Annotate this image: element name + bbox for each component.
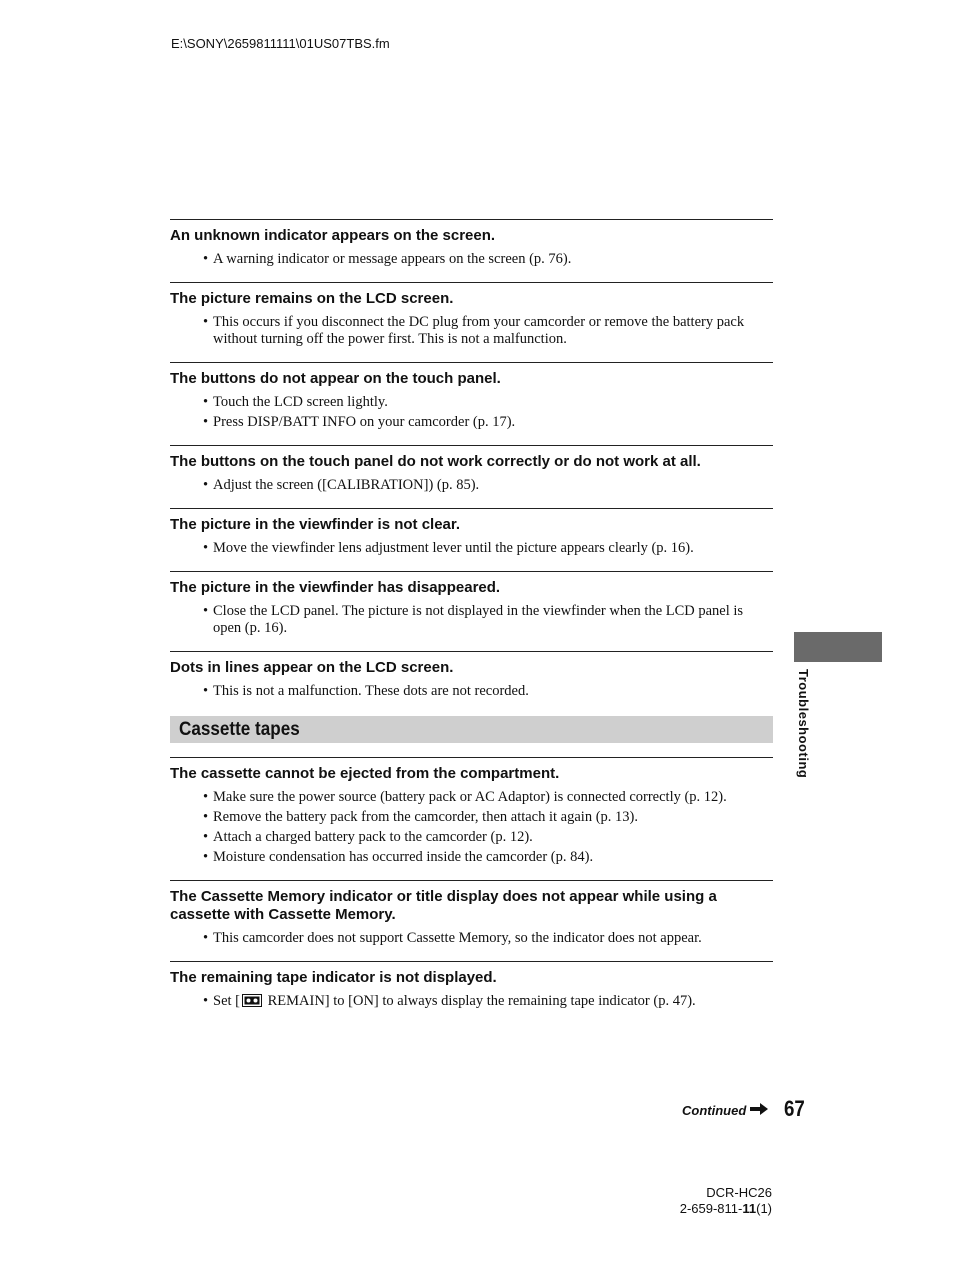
answer-item: • This occurs if you disconnect the DC plug from your camcorder or remove the battery pack without turning off the power first. This is not a malfunction. (203, 314, 773, 348)
answer-item: • Close the LCD panel. The picture is not displayed in the viewfinder when the LCD panel is open (p. 16). (203, 603, 773, 637)
arrow-right-icon (750, 1103, 768, 1118)
answer-list (170, 930, 773, 947)
answer-list (170, 789, 773, 866)
continued-indicator (682, 1103, 768, 1118)
answer-list (170, 314, 773, 348)
lcd-viewfinder-sections (170, 219, 773, 700)
question-heading: The buttons do not appear on the touch panel. (170, 370, 501, 387)
answer-item: • Press DISP/BATT INFO on your camcorder (p. 17). (203, 414, 773, 431)
model-name: DCR-HC26 (706, 1185, 772, 1200)
answer-list (170, 251, 773, 268)
question-heading: The Cassette Memory indicator or title display does not appear while using a cassette with Cassette Memory. (170, 888, 717, 923)
qa-section (170, 508, 773, 557)
answer-item: • This is not a malfunction. These dots are not recorded. (203, 683, 773, 700)
qa-section (170, 362, 773, 431)
answer-item: • Remove the battery pack from the camcorder, then attach it again (p. 13). (203, 809, 773, 826)
qa-section (170, 651, 773, 700)
document-code (680, 1201, 772, 1217)
answer-item: • Move the viewfinder lens adjustment lever until the picture appears clearly (p. 16). (203, 540, 773, 557)
answer-item: • Attach a charged battery pack to the camcorder (p. 12). (203, 829, 773, 846)
qa-section (170, 757, 773, 866)
answer-list (170, 540, 773, 557)
continued-label: Continued (682, 1103, 747, 1118)
answer-item: • Adjust the screen ([CALIBRATION]) (p. 85). (203, 477, 773, 494)
question-heading: The picture in the viewfinder has disappeared. (170, 579, 501, 596)
answer-item: • Moisture condensation has occurred inside the camcorder (p. 84). (203, 849, 773, 866)
answer-list (170, 993, 773, 1012)
section-heading-band (170, 716, 773, 743)
question-heading: The picture in the viewfinder is not clear. (170, 516, 461, 533)
answer-item: • Make sure the power source (battery pack or AC Adaptor) is connected correctly (p. 12). (203, 789, 773, 806)
cassette-sections (170, 757, 773, 947)
question-heading: The cassette cannot be ejected from the compartment. (170, 765, 560, 782)
answer-list (170, 603, 773, 637)
footer-model-info (680, 1185, 772, 1217)
question-heading: Dots in lines appear on the LCD screen. (170, 659, 454, 676)
qa-section (170, 880, 773, 947)
cassette-tape-icon (242, 994, 262, 1012)
answer-list (170, 683, 773, 700)
question-heading: The picture remains on the LCD screen. (170, 290, 454, 307)
qa-section (170, 445, 773, 494)
answer-item (203, 993, 773, 1012)
side-tab-bar (794, 632, 882, 662)
code-bold: 11 (742, 1201, 757, 1216)
question-heading: The buttons on the touch panel do not work correctly or do not work at all. (170, 453, 701, 470)
qa-section (170, 571, 773, 637)
question-heading: The remaining tape indicator is not displayed. (170, 969, 497, 986)
question-heading: An unknown indicator appears on the screen. (170, 227, 496, 244)
answer-item: • Touch the LCD screen lightly. (203, 394, 773, 411)
page-number: 67 (784, 1096, 805, 1121)
answer-item: • This camcorder does not support Cassette Memory, so the indicator does not appear. (203, 930, 773, 947)
code-suffix: (1) (756, 1201, 772, 1216)
answer-list (170, 394, 773, 431)
file-path-header: E:\SONY\2659811111\01US07TBS.fm (171, 36, 390, 51)
qa-section (170, 961, 773, 1012)
answer-text: Set [ (213, 993, 240, 1009)
qa-section (170, 219, 773, 268)
answer-list (170, 477, 773, 494)
code-prefix: 2-659-811- (679, 1201, 743, 1216)
answer-item: • A warning indicator or message appears on the screen (p. 76). (203, 251, 773, 268)
answer-text: REMAIN] to [ON] to always display the remaining tape indicator (p. 47). (263, 993, 696, 1009)
section-heading-cassette-tapes: Cassette tapes (179, 718, 300, 740)
side-tab-label: Troubleshooting (796, 669, 811, 779)
troubleshooting-content (170, 219, 773, 1015)
qa-section (170, 282, 773, 348)
